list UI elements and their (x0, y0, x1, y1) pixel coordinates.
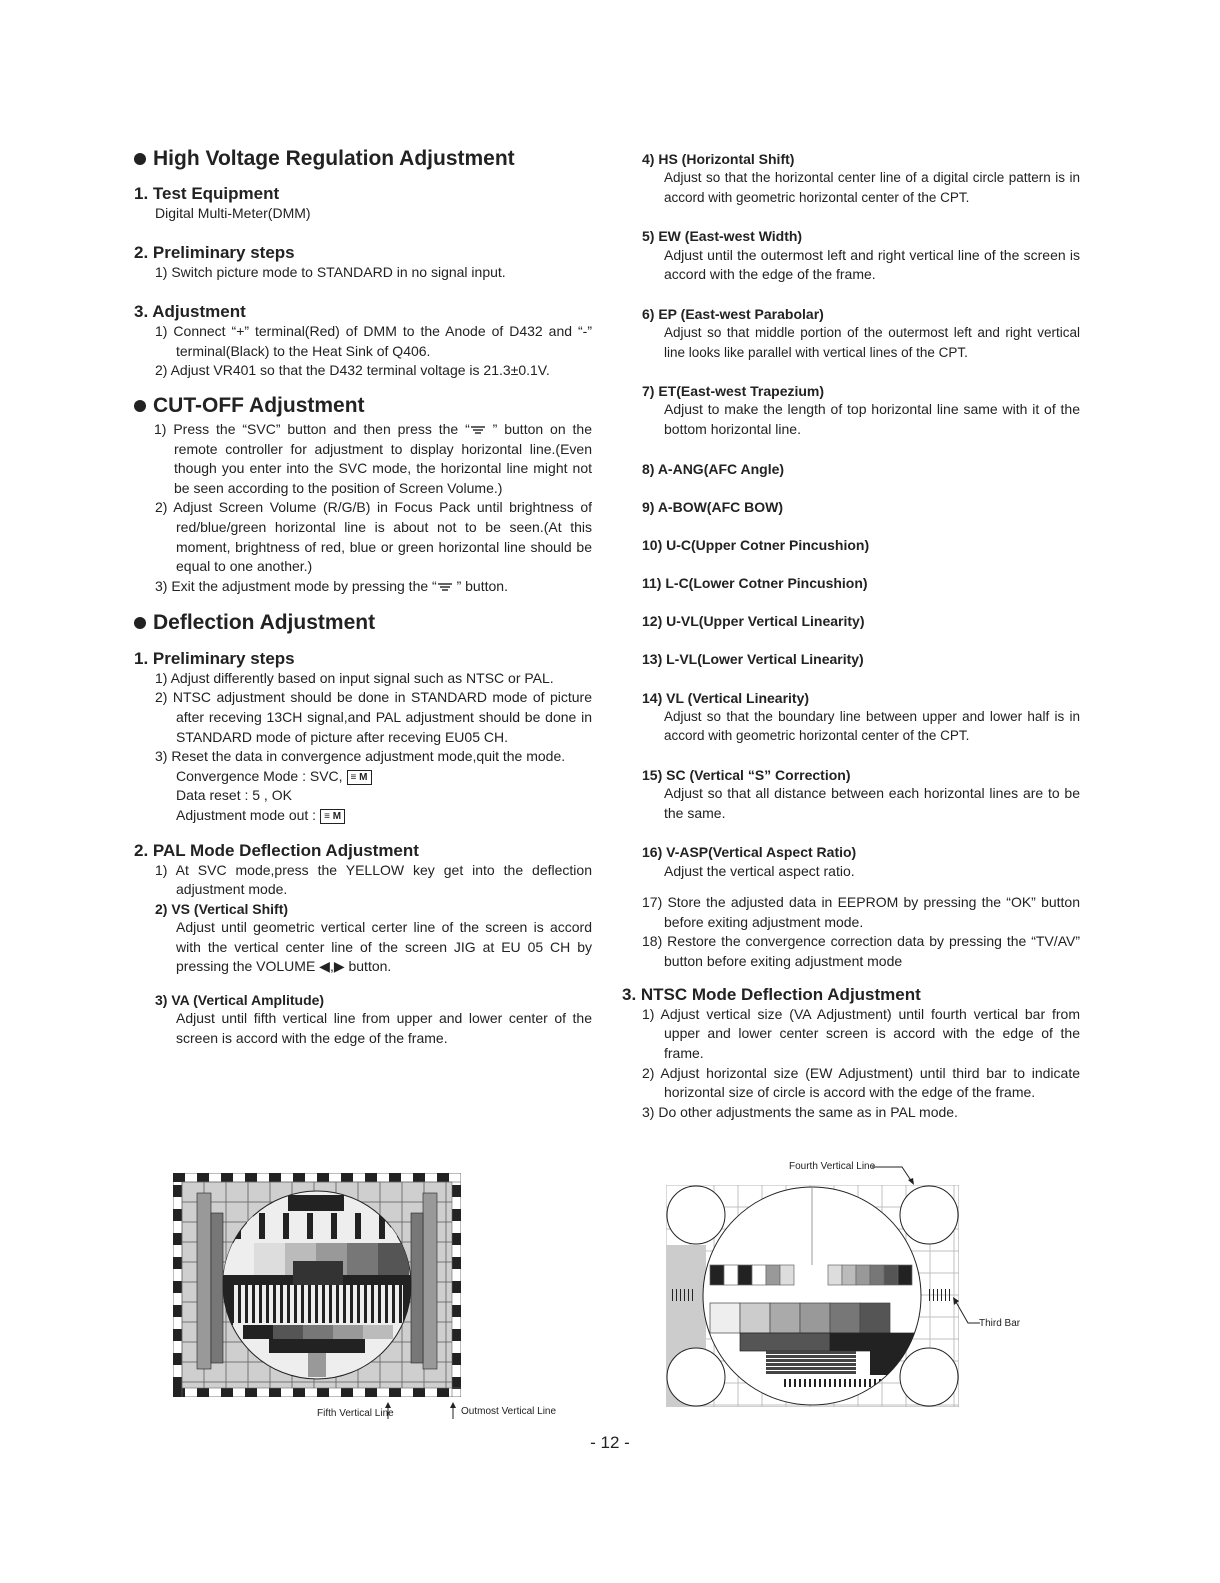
right-column (622, 150, 1080, 1122)
ep-text: Adjust so that middle portion of the outermost left and right vertical line looks like parallel with vertical lines of the CPT. (664, 324, 1080, 360)
ntsc-item3: 3) Do other adjustments the same as in PAL mode. (642, 1103, 958, 1120)
page-number: - 12 - (590, 1433, 630, 1452)
leader-arrow-icon (872, 1164, 916, 1186)
ntsc-item1: 1) Adjust vertical size (VA Adjustment) until fourth vertical bar from upper and lower center screen is accord with the edge of the frame. (642, 1005, 1080, 1061)
deflection-title: Deflection Adjustment (153, 611, 376, 635)
ew-title: 5) EW (East-west Width) (642, 228, 803, 245)
ep-title: 6) EP (East-west Parabolar) (642, 305, 824, 322)
cutoff-item1 (134, 420, 592, 498)
cutoff-item1-b: ” button on the remote controller for adjustment to display horizontal line.(Even though you enter into the SVC mode, the horizontal line might not be seen according to the position of Screen Volume.) (174, 421, 592, 496)
adj-out-line (134, 806, 592, 826)
vs-title: 2) VS (Vertical Shift) (155, 901, 289, 918)
arrow-up-icon (448, 1402, 458, 1420)
deflection-heading (134, 610, 592, 635)
va-text: Adjust until fifth vertical line from upper and lower center of the screen is accord with the edge of the frame. (176, 1010, 592, 1046)
hv-s1-title: 1. Test Equipment (134, 184, 280, 204)
bullet-icon (134, 617, 146, 629)
aang-title: 8) A-ANG(AFC Angle) (642, 460, 785, 477)
caption-outmost-vertical-line: Outmost Vertical Line (461, 1406, 557, 1417)
hv-heading (134, 146, 592, 171)
arrow-up-icon (383, 1402, 393, 1420)
ntsc-title: 3. NTSC Mode Deflection Adjustment (622, 984, 921, 1004)
data-reset-line: Data reset : 5 , OK (176, 787, 292, 804)
defl-s1-item2: 2) NTSC adjustment should be done in STANDARD mode of picture after receving 13CH signal,and PAL adjustment should be done in STANDARD mode of picture after receving EU05 CH. (155, 689, 592, 745)
conv-mode-text: Convergence Mode : SVC, (176, 767, 343, 784)
pal-test-pattern-figure (173, 1173, 461, 1397)
caption-fourth-vertical-line: Fourth Vertical Line (789, 1161, 876, 1172)
m-label: M (359, 771, 368, 783)
menu-m-button-icon: ≡ M (347, 770, 372, 785)
menu-button-icon (437, 582, 453, 592)
left-column (134, 146, 592, 1048)
menu-m-button-icon: ≡ M (320, 809, 345, 824)
hv-s2-text: 1) Switch picture mode to STANDARD in no signal input. (155, 264, 506, 281)
m-label: M (332, 810, 342, 822)
vl-text: Adjust so that the boundary line between upper and lower half is in accord with geometric horizontal center of the CPT. (664, 708, 1080, 744)
bullet-icon (134, 400, 146, 412)
defl-s1-title: 1. Preliminary steps (134, 648, 295, 668)
lvl-title: 13) L-VL(Lower Vertical Linearity) (642, 651, 864, 668)
hv-s2-title: 2. Preliminary steps (134, 243, 295, 263)
sc-title: 15) SC (Vertical “S” Correction) (642, 767, 851, 783)
menu-button-icon (470, 425, 486, 435)
vasp-text: Adjust the vertical aspect ratio. (664, 862, 855, 879)
vasp-title: 16) V-ASP(Vertical Aspect Ratio) (642, 844, 857, 861)
abow-title: 9) A-BOW(AFC BOW) (642, 498, 784, 515)
defl-s1-item3: 3) Reset the data in convergence adjustment mode,quit the mode. (155, 748, 566, 765)
hv-s3-title: 3. Adjustment (134, 301, 246, 321)
cutoff-item3-b: ” button. (452, 577, 508, 594)
ew-text: Adjust until the outermost left and right vertical line of the screen is accord with the edge of the frame. (664, 246, 1080, 283)
va-title: 3) VA (Vertical Amplitude) (155, 992, 325, 1009)
et-text: Adjust to make the length of top horizontal line same with it of the bottom horizontal line. (664, 401, 1080, 437)
leader-arrow-icon (950, 1296, 982, 1324)
lc-title: 11) L-C(Lower Cotner Pincushion) (642, 575, 868, 592)
sc-text: Adjust so that all distance between each horizontal lines are to be the same. (664, 785, 1080, 821)
item-18: 18) Restore the convergence correction data by pressing the “TV/AV” button before exiting adjustment mode (642, 933, 1080, 969)
adj-out-text: Adjustment mode out : (176, 807, 317, 824)
hv-s3-item1: 1) Connect “+” terminal(Red) of DMM to the Anode of D432 and “-” terminal(Black) to the Heat Sink of Q406. (155, 323, 592, 359)
cutoff-item3 (134, 577, 592, 597)
defl-s1-item1: 1) Adjust differently based on input signal such as NTSC or PAL. (155, 669, 554, 686)
ntsc-item2: 2) Adjust horizontal size (EW Adjustment) until third bar to indicate horizontal size of circle is accord with the edge of the frame. (642, 1064, 1080, 1101)
hs-title: 4) HS (Horizontal Shift) (642, 151, 795, 167)
ntsc-test-pattern-figure (666, 1185, 959, 1407)
et-title: 7) ET(East-west Trapezium) (642, 383, 825, 400)
bullet-icon (134, 153, 146, 165)
hs-text: Adjust so that the horizontal center line of a digital circle pattern is in accord with geometric horizontal center of the CPT. (664, 170, 1080, 205)
hv-s1-text: Digital Multi-Meter(DMM) (155, 205, 311, 222)
cutoff-heading (134, 393, 592, 418)
cutoff-item3-a: 3) Exit the adjustment mode by pressing the “ (155, 577, 437, 594)
hv-title: High Voltage Regulation Adjustment (153, 147, 515, 170)
cutoff-item1-a: 1) Press the “SVC” button and then press the “ (154, 421, 470, 438)
conv-mode-line (134, 767, 592, 787)
cutoff-title: CUT-OFF Adjustment (153, 393, 365, 417)
defl-s2-title: 2. PAL Mode Deflection Adjustment (134, 840, 419, 860)
defl-s2-item1: 1) At SVC mode,press the YELLOW key get into the deflection adjustment mode. (155, 861, 592, 898)
vs-text: Adjust until geometric vertical certer line of the screen is accord with the vertical center line of the screen JIG at EU 05 CH by pressing the VOLUME ◀,▶ button. (176, 919, 592, 975)
uc-title: 10) U-C(Upper Cotner Pincushion) (642, 536, 870, 553)
uvl-title: 12) U-VL(Upper Vertical Linearity) (642, 613, 865, 630)
cutoff-item2: 2) Adjust Screen Volume (R/G/B) in Focus Pack until brightness of red/blue/green horizontal line is about not to be seen.(At this moment, brightness of red, blue or green horizontal line should be equal to one another.) (155, 499, 592, 575)
caption-fifth-vertical-line: Fifth Vertical Line (317, 1408, 394, 1419)
item-17: 17) Store the adjusted data in EEPROM by pressing the “OK” button before exiting adjustment mode. (642, 894, 1080, 930)
caption-third-bar: Third Bar (979, 1318, 1021, 1329)
vl-title: 14) VL (Vertical Linearity) (642, 689, 810, 706)
hv-s3-item2: 2) Adjust VR401 so that the D432 terminal voltage is 21.3±0.1V. (155, 362, 550, 379)
